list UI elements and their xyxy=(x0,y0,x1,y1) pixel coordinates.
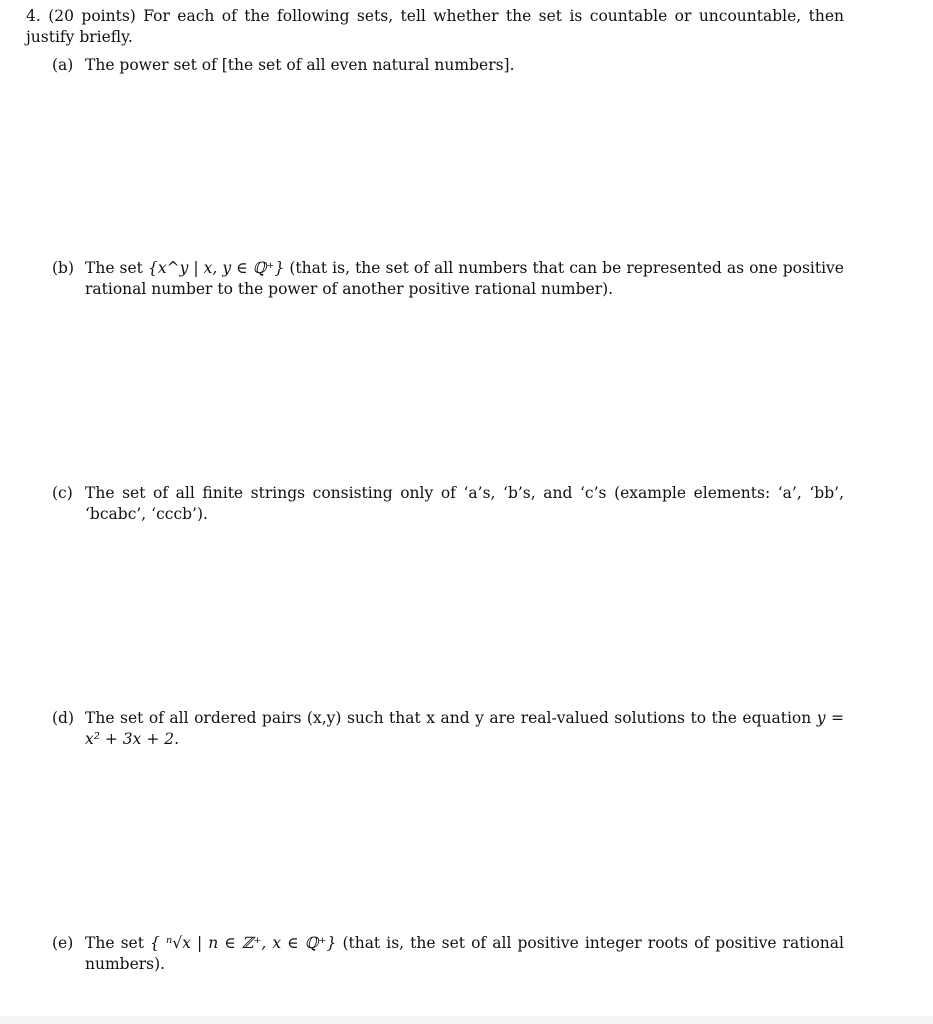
part-a xyxy=(52,55,844,76)
part-label: (e) xyxy=(52,934,74,952)
part-text: The power set of [the set of all even natural numbers]. xyxy=(85,56,515,74)
part-label: (a) xyxy=(52,56,74,74)
part-e xyxy=(52,933,844,975)
problem-number: 4. xyxy=(26,7,41,25)
part-text: The set of all ordered pairs (x,y) such that x and y are real-valued solutions to the equation xyxy=(85,709,812,727)
part-lead: The set xyxy=(85,934,144,952)
problem-text: (20 points) For each of the following sets, tell whether the set is countable or uncountable, then justify briefly. xyxy=(26,7,844,46)
problem-statement xyxy=(26,6,844,48)
part-label: (b) xyxy=(52,259,75,277)
part-label: (d) xyxy=(52,709,75,727)
page-bottom-edge xyxy=(0,1016,933,1024)
part-text: The set of all finite strings consisting only of ‘a’s, ‘b’s, and ‘c’s (example elements: ‘a’, ‘bb’, ‘bcabc’, ‘cccb’). xyxy=(85,484,844,523)
part-b xyxy=(52,258,844,300)
set-expression: { ⁿ√x | n ∈ ℤ⁺, x ∈ ℚ⁺} xyxy=(150,934,337,952)
part-d xyxy=(52,708,844,750)
set-expression: {x^y | x, y ∈ ℚ⁺} xyxy=(147,259,285,277)
part-c xyxy=(52,483,844,525)
part-text: (that is, the set of all numbers that can be represented as one positive rational number to the power of another positive rational number). xyxy=(85,259,844,298)
equation: y = x² + 3x + 2. xyxy=(85,709,845,748)
part-text: (that is, the set of all positive integer roots of positive rational numbers). xyxy=(85,934,844,973)
part-lead: The set xyxy=(85,259,143,277)
part-label: (c) xyxy=(52,484,73,502)
